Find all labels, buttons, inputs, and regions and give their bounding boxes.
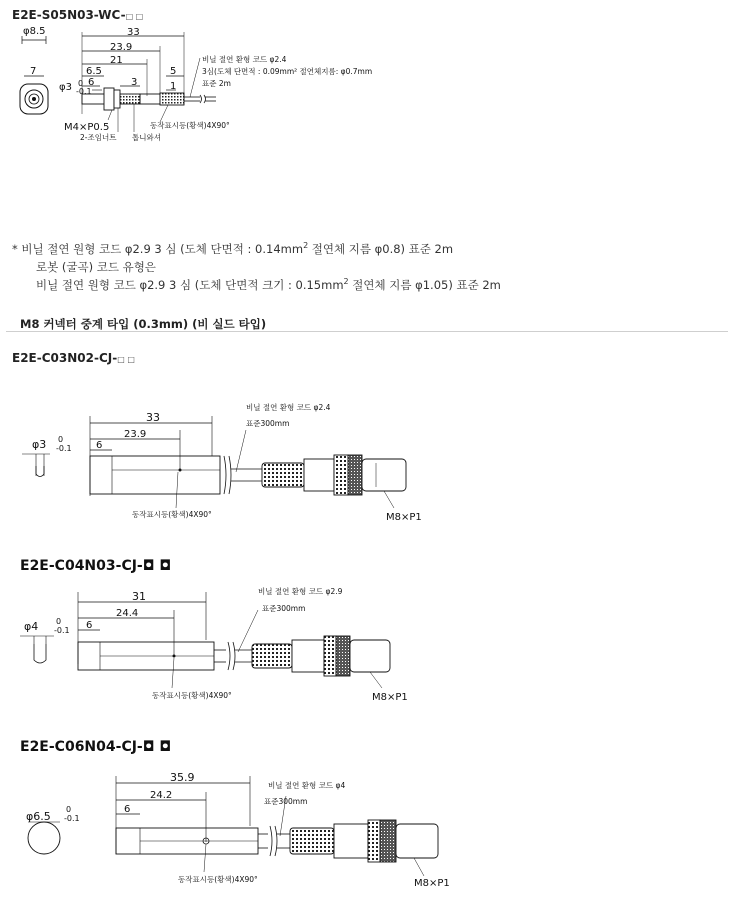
dim-1: 1 [170, 81, 177, 92]
dim-six: 6 [96, 440, 103, 451]
note-3-sup: 2 [343, 277, 349, 287]
tol-top: 0 [58, 435, 64, 444]
label-std: 표준300mm [264, 797, 308, 806]
model-name: E2E-S05N03-WC- [12, 8, 126, 22]
note-3-text: 비닐 절연 원형 코드 φ2.9 3 심 (도체 단면적 크기 : 0.15mm [36, 278, 344, 292]
dim-33: 33 [127, 27, 140, 38]
model-suffix-boxes: □ □ [125, 12, 144, 21]
drawing-e2e-s05n03 [0, 24, 420, 154]
dim-239: 23.9 [110, 42, 133, 53]
label-connector: M8×P1 [414, 878, 450, 889]
dim-phi: φ3 [32, 438, 47, 451]
dim-six: 6 [86, 620, 93, 631]
model-suffix-boxes: ◘ ◘ [142, 739, 172, 755]
label-std: 표준300mm [246, 419, 290, 428]
model-name: E2E-C04N03-CJ- [20, 558, 143, 574]
dim-3: 3 [131, 77, 138, 88]
model-title-3 [20, 558, 171, 574]
model-suffix-boxes: ◘ ◘ [142, 558, 172, 574]
note-line-1 [12, 241, 453, 257]
label-std: 표준300mm [262, 604, 306, 613]
section-title: M8 커넥터 중계 타입 (0.3mm) (비 실드 타입) [20, 317, 267, 331]
dim-phi: φ6.5 [26, 810, 51, 823]
label-indicator: 동작표시등(황색)4X90° [178, 875, 258, 884]
label-indicator: 동작표시등(황색)4X90° [132, 510, 212, 519]
model-name: E2E-C06N04-CJ- [20, 739, 143, 755]
model-title-2 [12, 351, 135, 365]
section-divider [6, 331, 728, 332]
dim-5: 5 [170, 66, 177, 77]
note-line-2: 로봇 (굴곡) 코드 유형은 [36, 260, 156, 274]
dim-length: 31 [132, 590, 146, 603]
dim-21: 21 [110, 55, 123, 66]
tol-bot: -0.1 [76, 87, 92, 96]
front-view [20, 26, 48, 114]
label-connector: M8×P1 [372, 692, 408, 703]
note-1-rest: 절연체 지름 φ0.8) 표준 2m [308, 242, 454, 256]
dim-phi3: φ3 [59, 82, 72, 93]
side-view [59, 27, 372, 142]
label-cores: 3심(도체 단면적 : 0.09mm² 절연체지름: φ0.7mm [202, 67, 373, 76]
note-1-sup: 2 [303, 241, 309, 251]
label-cable: 비닐 절연 환형 코드 φ2.9 [258, 587, 343, 596]
dim-length: 33 [146, 411, 160, 424]
label-cable: 비닐 절연 환형 코드 φ2.4 [202, 55, 287, 64]
dim-6: 6 [88, 77, 95, 88]
tol-top: 0 [78, 79, 84, 88]
dim-65: 6.5 [86, 66, 102, 77]
tol-bot: -0.1 [54, 626, 70, 635]
label-washer: 톱니와셔 [132, 133, 161, 142]
drawing-e2e-c04n03 [0, 580, 460, 708]
label-indicator: 동작표시등(황색)4X90° [150, 121, 230, 130]
dim-phi: φ4 [24, 620, 39, 633]
dim-phi85: φ8.5 [23, 26, 46, 37]
tol-top: 0 [56, 617, 62, 626]
model-name: E2E-C03N02-CJ- [12, 351, 118, 365]
note-3-rest: 절연체 지름 φ1.05) 표준 2m [348, 278, 501, 292]
model-title-1 [12, 8, 143, 22]
dim-mid: 24.2 [150, 790, 173, 801]
label-thread: M4×P0.5 [64, 122, 110, 133]
dim-six: 6 [124, 804, 131, 815]
label-nut: 2-조임너트 [80, 133, 117, 142]
tol-top: 0 [66, 805, 72, 814]
label-indicator: 동작표시등(황색)4X90° [152, 691, 232, 700]
dim-7: 7 [30, 66, 37, 77]
label-std: 표준 2m [202, 79, 231, 88]
label-cable: 비닐 절연 환형 코드 φ2.4 [246, 403, 331, 412]
dim-mid: 24.4 [116, 608, 139, 619]
drawing-e2e-c06n04 [0, 762, 480, 894]
label-cable: 비닐 절연 환형 코드 φ4 [268, 781, 346, 790]
tol-bot: -0.1 [64, 814, 80, 823]
dim-length: 35.9 [170, 771, 195, 784]
model-title-4 [20, 739, 171, 755]
note-1-text: * 비닐 절연 원형 코드 φ2.9 3 심 (도체 단면적 : 0.14mm [12, 242, 304, 256]
note-line-3 [36, 277, 501, 293]
label-connector: M8×P1 [386, 512, 422, 523]
model-suffix-boxes: □ □ [117, 355, 135, 364]
dim-mid: 23.9 [124, 429, 147, 440]
tol-bot: -0.1 [56, 444, 72, 453]
drawing-e2e-c03n02 [0, 396, 460, 524]
